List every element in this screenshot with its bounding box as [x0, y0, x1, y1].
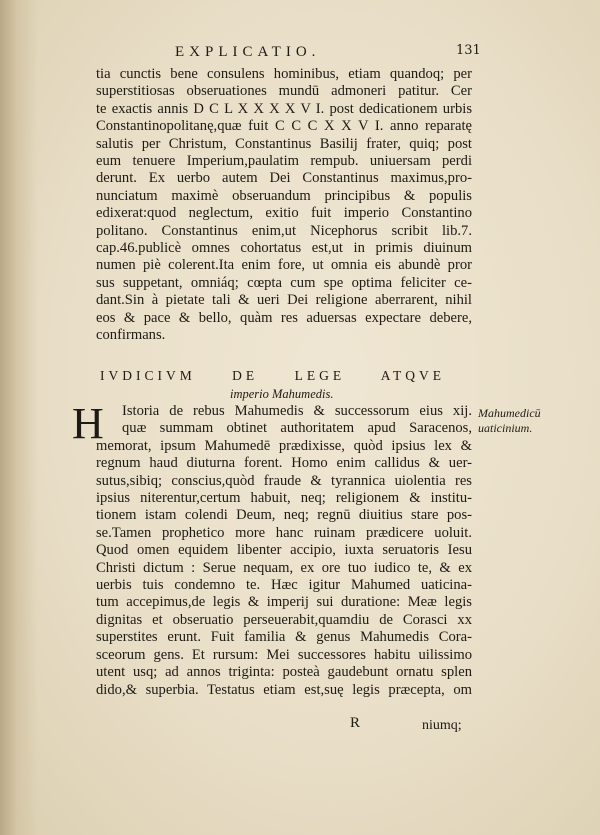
marginal-note: [478, 406, 541, 436]
text-line: confirmans.: [96, 327, 166, 344]
text-line: tum accepimus,de legis & imperij sui duratione: Meæ legis: [96, 594, 472, 611]
text-line: sus suppetant, omniáq; cœpta cum spe optima feliciter ce-: [96, 274, 472, 291]
text-line: edixerat:quod neglectum, exitio fuit imperio Constantino: [96, 205, 472, 222]
text-line: derunt. Ex uerbo autem Dei Constantinus maximus,pro-: [96, 170, 472, 187]
text-line: memorat, ipsum Mahumedē prædixisse, quòd ipsius lex &: [96, 437, 472, 454]
text-line: Istoria de rebus Mahumedis & successorum eius xij.: [122, 403, 472, 419]
text-line: dido,& superbia. Testatus etiam est,suę legis præcepta, om: [96, 681, 472, 698]
text-line: numen piè colerent.Ita enim fore, ut omnia eis abundè pror: [96, 257, 472, 274]
section-heading: IVDICIVM DE LEGE ATQVE: [100, 368, 445, 383]
text-line: politano. Constantinus enim,ut Nicephorus scribit lib.7.: [96, 222, 472, 239]
text-line: Constantinopolitanę,quæ fuit C C C X X V I. anno reparatę: [96, 118, 472, 135]
running-head: EXPLICATIO.: [175, 44, 321, 60]
text-line: ipsius niterentur,certum habuit, neq; religionem & institu-: [96, 490, 472, 507]
text-line: uerbis tuis condemno te. Hæc igitur Mahumed uaticina-: [96, 577, 472, 594]
text-line: sceorum gens. Et rursum: Mei successores habitu uilissimo: [96, 646, 472, 663]
text-line: eum tenuere Imperium,paulatim rempub. uniuersam perdi: [96, 153, 472, 170]
text-line: dant.Sin à pietate tali & ueri Dei religione aberrarent, nihil: [96, 292, 472, 309]
text-line: nunciatum maximè obseruandum principibus & populis: [96, 187, 472, 204]
text-line: superstites erunt. Fuit familia & genus Mahumedis Cora-: [96, 629, 472, 646]
catchword: niumq;: [422, 718, 462, 733]
drop-cap-initial: H: [72, 399, 104, 448]
text-line: salutis per Christum, Constantinus Basilij frater, quiq; post: [96, 135, 472, 152]
text-line: se.Tamen prophetico more hanc ruinam prædicere uoluit.: [96, 524, 472, 541]
text-line: te exactis annis D C L X X X X V I. post dedicationem urbis: [96, 100, 472, 117]
marginal-note-line: Mahumedicū: [478, 406, 541, 420]
marginal-note-line: uaticinium.: [478, 421, 533, 435]
text-line: Quod omen equidem libenter accipio, iuxta seruatoris Iesu: [96, 542, 472, 559]
text-line: tia cunctis bene consulens hominibus, etiam quandoq; per: [96, 66, 472, 82]
gutter-shadow: [0, 0, 38, 835]
page-number: 131: [456, 43, 481, 58]
signature-mark: R: [350, 715, 361, 731]
text-line: eos & pace & bello, quàm res aduersas expectare debere,: [96, 309, 472, 326]
text-line: Christi dictum : Serue nequam, ex ore tuo iudico te, & ex: [96, 559, 472, 576]
text-line: tionem istam colendi Deum, neq; regnū diuitius stare pos-: [96, 507, 472, 524]
text-line: quæ summam obtinet authoritatem apud Saracenos,: [122, 420, 472, 437]
text-line: sutus,sibiq; conscius,quòd fraude & tyrannica uiolentia res: [96, 472, 472, 489]
text-line: cap.46.publicè omnes cohortatus est,ut in primis diuinum: [96, 240, 472, 257]
text-line: regnum haud diuturna forent. Homo enim callidus & uer-: [96, 455, 472, 472]
text-line: utent usq; ad annos triginta: posteà gaudebunt ornatu splen: [96, 664, 472, 681]
paragraph-1: [96, 66, 472, 345]
paragraph-2: [96, 403, 472, 699]
section-subheading: imperio Mahumedis.: [230, 387, 334, 401]
text-line: dignitas et obseruatio perseuerabit,quamdiu de Corasci xx: [96, 611, 472, 628]
text-line: superstitiosas obseruationes mundū admoneri patitur. Cer: [96, 83, 472, 100]
